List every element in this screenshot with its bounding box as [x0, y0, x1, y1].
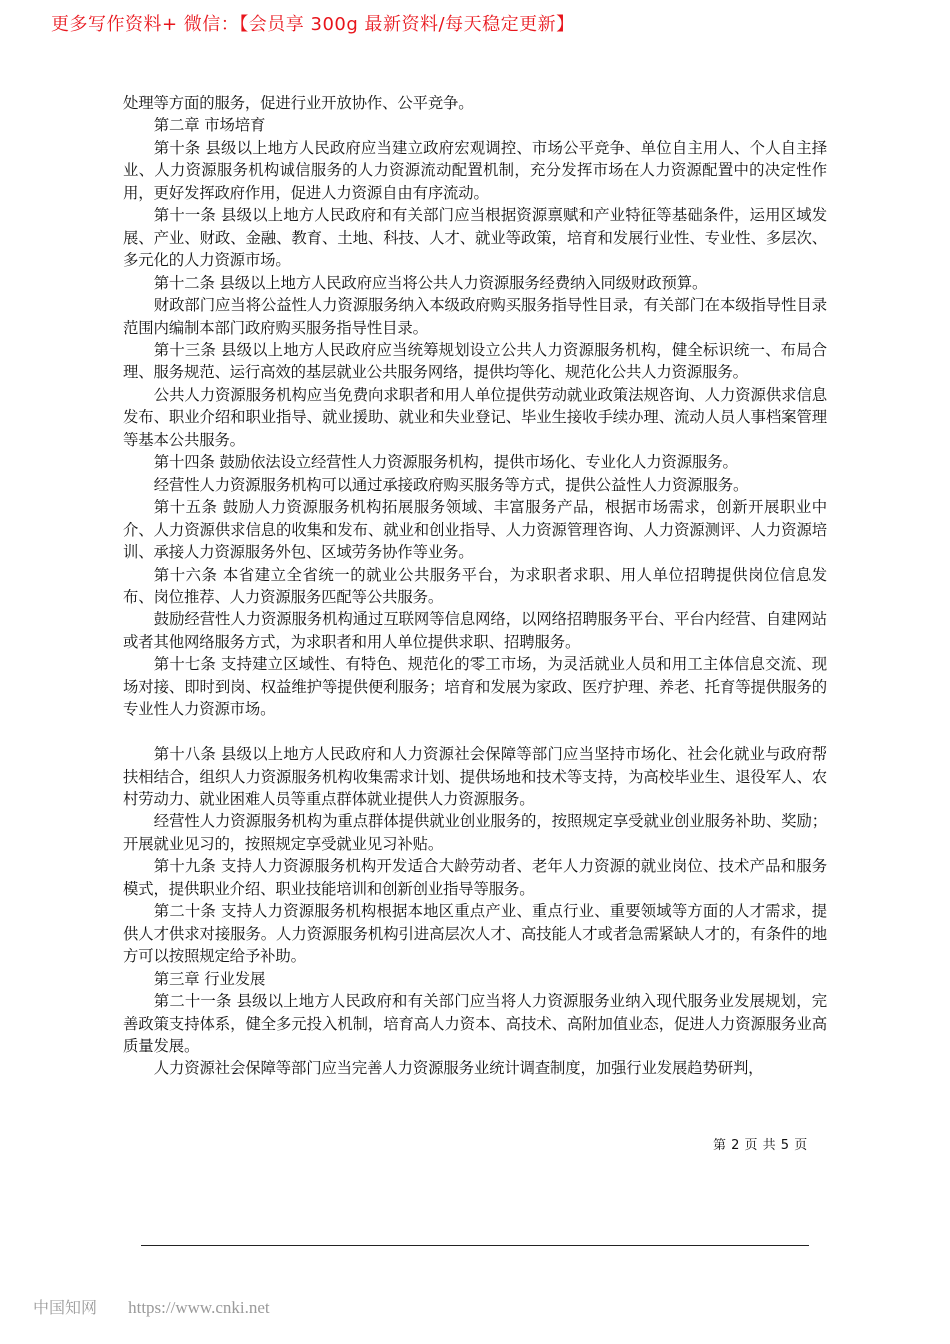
paragraph: 第十三条 县级以上地方人民政府应当统筹规划设立公共人力资源服务机构，健全标识统一、布局合理、服务规范、运行高效的基层就业公共服务网络，提供均等化、规范化公共人力资源服务。 — [123, 340, 827, 382]
paragraph: 第十四条 鼓励依法设立经营性人力资源服务机构，提供市场化、专业化人力资源服务。 — [153, 453, 738, 472]
paragraph: 第十六条 本省建立全省统一的就业公共服务平台，为求职者求职、用人单位招聘提供岗位信息发布、岗位推荐、人力资源服务匹配等公共服务。 — [123, 565, 827, 606]
promo-banner: 更多写作资料+ 微信：【会员享 300g 最新资料/每天稳定更新】 — [51, 14, 575, 35]
chapter-heading: 第二章 市场培育 — [153, 116, 266, 135]
paragraph: 第十九条 支持人力资源服务机构开发适合大龄劳动者、老年人力资源的就业岗位、技术产品和服务模式，提供职业介绍、职业技能培训和创新创业指导等服务。 — [123, 857, 827, 898]
paragraph: 公共人力资源服务机构应当免费向求职者和用人单位提供劳动就业政策法规咨询、人力资源供求信息发布、职业介绍和职业指导、就业援助、就业和失业登记、毕业生接收手续办理、流动人员人事档案管理等基本公共服务。 — [123, 385, 827, 449]
paragraph: 第十一条 县级以上地方人民政府和有关部门应当根据资源禀赋和产业特征等基础条件，运用区域发展、产业、财政、金融、教育、土地、科技、人才、就业等政策，培育和发展行业性、专业性、多层次、多元化的人力资源市场。 — [123, 206, 827, 270]
paragraph: 财政部门应当将公益性人力资源服务纳入本级政府购买服务指导性目录，有关部门在本级指导性目录范围内编制本部门政府购买服务指导性目录。 — [123, 296, 827, 337]
paragraph: 第十条 县级以上地方人民政府应当建立政府宏观调控、市场公平竞争、单位自主用人、个人自主择业、人力资源服务机构诚信服务的人力资源流动配置机制，充分发挥市场在人力资源配置中的决定性作用，更好发挥政府作用，促进人力资源自由有序流动。 — [123, 138, 827, 202]
paragraph: 处理等方面的服务，促进行业开放协作、公平竞争。 — [123, 94, 474, 112]
paragraph: 经营性人力资源服务机构可以通过承接政府购买服务等方式，提供公益性人力资源服务。 — [153, 475, 749, 494]
footer-site-name: 中国知网 — [33, 1298, 98, 1317]
blank-line — [123, 721, 827, 743]
paragraph: 第十七条 支持建立区域性、有特色、规范化的零工市场，为灵活就业人员和用工主体信息交流、现场对接、即时到岗、权益维护等提供便利服务；培育和发展为家政、医疗护理、养老、托育等提供服务的专业性人力资源市场。 — [123, 655, 827, 719]
paragraph: 经营性人力资源服务机构为重点群体提供就业创业服务的，按照规定享受就业创业服务补助、奖励；开展就业见习的，按照规定享受就业见习补贴。 — [123, 812, 827, 853]
chapter-heading: 第三章 行业发展 — [153, 969, 266, 988]
paragraph: 第十八条 县级以上地方人民政府和人力资源社会保障等部门应当坚持市场化、社会化就业与政府帮扶相结合，组织人力资源服务机构收集需求计划、提供场地和技术等支持，为高校毕业生、退役军人、农村劳动力、就业困难人员等重点群体就业提供人力资源服务。 — [123, 745, 827, 809]
page-indicator: 第 2 页 共 5 页 — [713, 1138, 808, 1153]
footer-watermark — [33, 1295, 270, 1318]
paragraph: 第十二条 县级以上地方人民政府应当将公共人力资源服务经费纳入同级财政预算。 — [153, 273, 708, 292]
paragraph: 第二十条 支持人力资源服务机构根据本地区重点产业、重点行业、重要领域等方面的人才需求，提供人才供求对接服务。人力资源服务机构引进高层次人才、高技能人才或者急需紧缺人才的，有条件的地方可以按照规定给予补助。 — [123, 902, 827, 966]
paragraph: 鼓励经营性人力资源服务机构通过互联网等信息网络，以网络招聘服务平台、平台内经营、自建网站或者其他网络服务方式，为求职者和用人单位提供求职、招聘服务。 — [123, 610, 827, 651]
footer-divider — [141, 1245, 809, 1246]
paragraph: 第二十一条 县级以上地方人民政府和有关部门应当将人力资源服务业纳入现代服务业发展规划，完善政策支持体系，健全多元投入机制，培育高人力资本、高技术、高附加值业态，促进人力资源服务业高质量发展。 — [123, 992, 827, 1056]
document-body — [123, 92, 827, 1080]
paragraph: 人力资源社会保障等部门应当完善人力资源服务业统计调查制度，加强行业发展趋势研判， — [153, 1059, 764, 1078]
paragraph: 第十五条 鼓励人力资源服务机构拓展服务领域、丰富服务产品，根据市场需求，创新开展职业中介、人力资源供求信息的收集和发布、就业和创业指导、人力资源管理咨询、人力资源测评、人力资源培训、承接人力资源服务外包、区域劳务协作等业务。 — [123, 498, 827, 562]
footer-url[interactable]: https://www.cnki.net — [128, 1298, 270, 1317]
